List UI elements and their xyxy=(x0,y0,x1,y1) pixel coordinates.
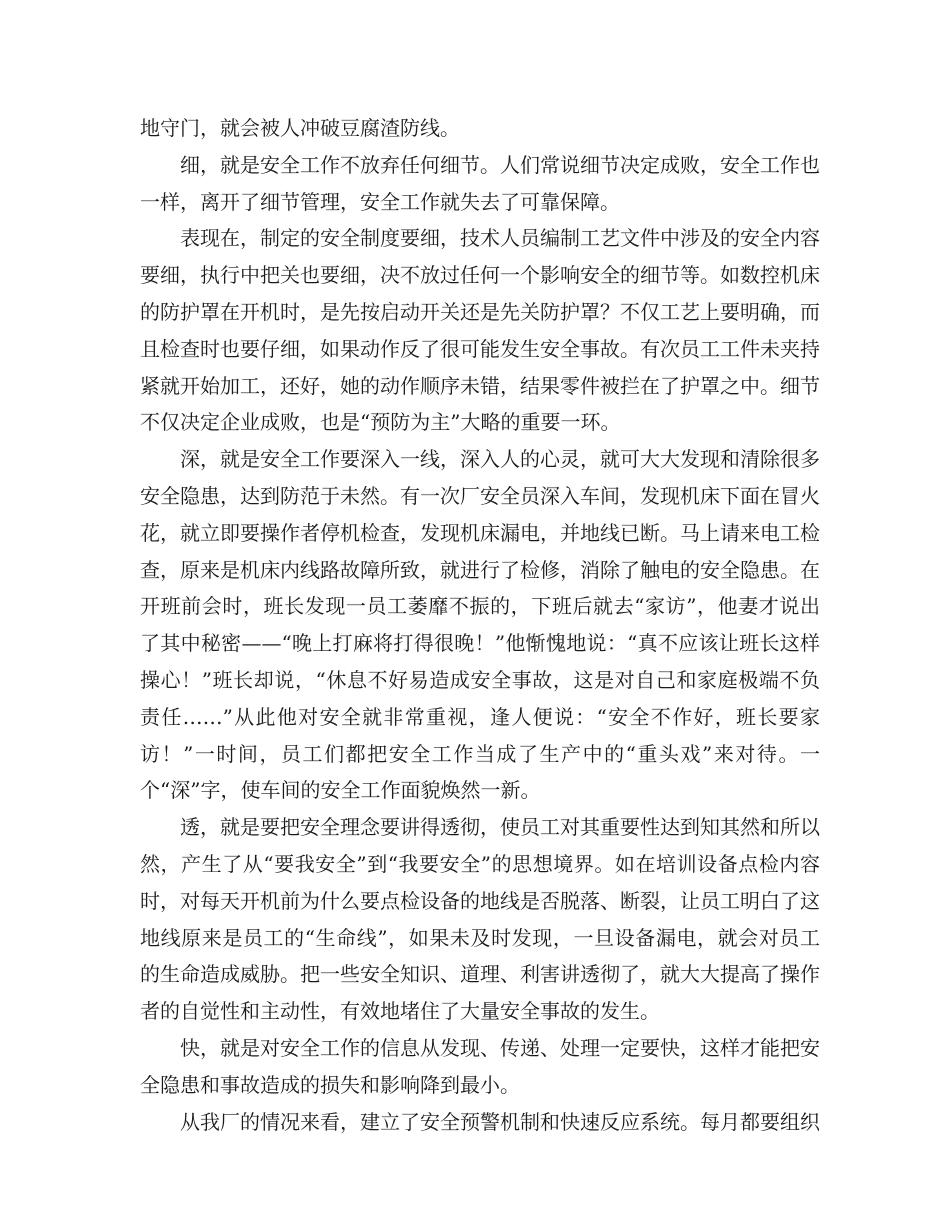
paragraph-4: 深，就是安全工作要深入一线，深入人的心灵，就可大大发现和清除很多安全隐患，达到防范于未然。有一次厂安全员深入车间，发现机床下面在冒火花，就立即要操作者停机检查，发现机床漏电，并地线已断。马上请来电工检查，原来是机床内线路故障所致，就进行了检修，消除了触电的安全隐患。在开班前会时，班长发现一员工萎靡不振的，下班后就去“家访”，他妻才说出了其中秘密——“晚上打麻将打得很晚！”他惭愧地说：“真不应该让班长这样操心！”班长却说，“休息不好易造成安全事故，这是对自己和家庭极端不负责任……”从此他对安全就非常重视，逢人便说：“安全不作好，班长要家访！”一时间，员工们都把安全工作当成了生产中的“重头戏”来对待。一个“深”字，使车间的安全工作面貌焕然一新。 xyxy=(140,447,820,803)
paragraph-2: 细，就是安全工作不放弃任何细节。人们常说细节决定成败，安全工作也一样，离开了细节管理，安全工作就失去了可靠保障。 xyxy=(140,152,820,214)
paragraph-3: 表现在，制定的安全制度要细，技术人员编制工艺文件中涉及的安全内容要细，执行中把关也要细，决不放过任何一个影响安全的细节等。如数控机床的防护罩在开机时，是先按启动开关还是先关防护罩？不仅工艺上要明确，而且检查时也要仔细，如果动作反了很可能发生安全事故。有次员工工件未夹持紧就开始加工，还好，她的动作顺序未错，结果零件被拦在了护罩之中。细节不仅决定企业成败，也是“预防为主”大略的重要一环。 xyxy=(140,226,820,435)
paragraph-6: 快，就是对安全工作的信息从发现、传递、处理一定要快，这样才能把安全隐患和事故造成的损失和影响降到最小。 xyxy=(140,1035,820,1097)
paragraph-7: 从我厂的情况来看，建立了安全预警机制和快速反应系统。每月都要组织 xyxy=(180,1109,820,1134)
document-body xyxy=(140,110,820,1140)
paragraph-1: 地守门，就会被人冲破豆腐渣防线。 xyxy=(140,116,460,140)
paragraph-5: 透，就是要把安全理念要讲得透彻，使员工对其重要性达到知其然和所以然，产生了从“要我安全”到“我要安全”的思想境界。如在培训设备点检内容时，对每天开机前为什么要点检设备的地线是否脱落、断裂，让员工明白了这地线原来是员工的“生命线”，如果未及时发现，一旦设备漏电，就会对员工的生命造成威胁。把一些安全知识、道理、利害讲透彻了，就大大提高了操作者的自觉性和主动性，有效地堵住了大量安全事故的发生。 xyxy=(140,815,820,1024)
